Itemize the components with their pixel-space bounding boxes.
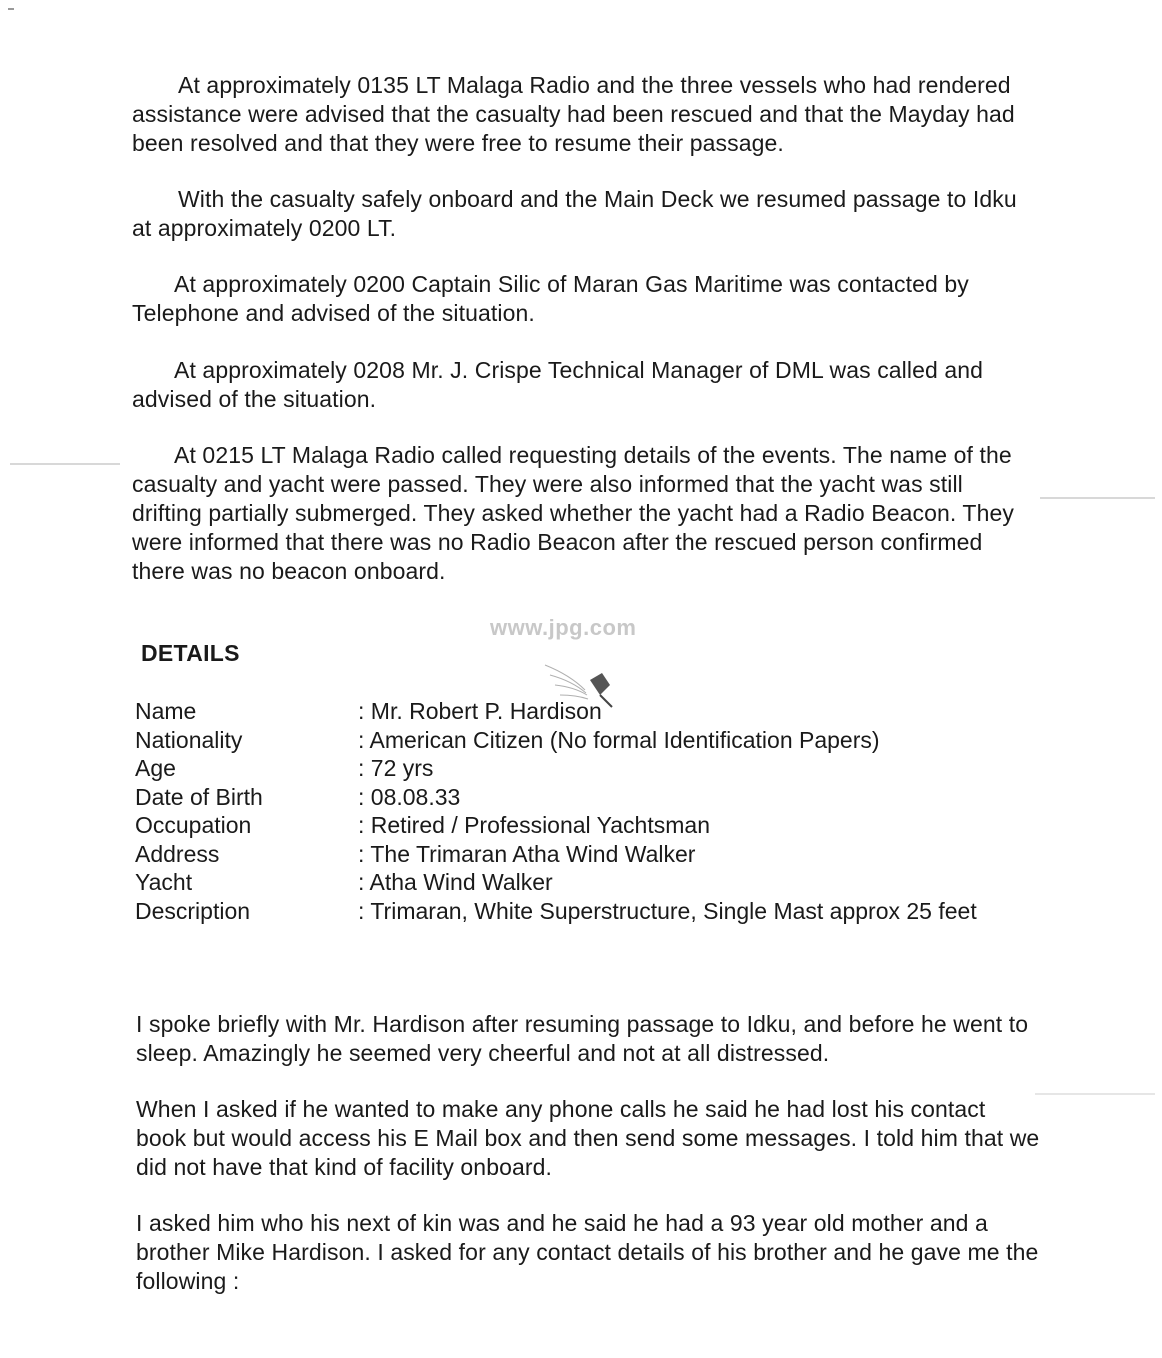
detail-label: Nationality [135, 726, 243, 753]
paragraph-phone-calls: When I asked if he wanted to make any phone calls he said he had lost his contact book but would access his E Mail box and then send some messages. I told him that we did not have that kind of facility onboard. [136, 1096, 1040, 1180]
detail-value: : Trimaran, White Superstructure, Single Mast approx 25 feet [358, 897, 977, 924]
detail-label: Address [135, 840, 220, 867]
detail-label: Name [135, 698, 197, 724]
paragraph-mayday-resolved: At approximately 0135 LT Malaga Radio and the three vessels who had rendered assistance were advised that the casualty had been rescued and that the Mayday had been resolved and that they were free to resume their passage. [132, 72, 1015, 156]
scan-artifact-line [1035, 1093, 1155, 1095]
detail-label: Description [135, 897, 251, 924]
watermark-text: www.jpg.com [490, 615, 637, 640]
paragraph-radio-details: At 0215 LT Malaga Radio called requesting details of the events. The name of the casualty and yacht were passed. They were also informed that the yacht was still drifting partially submerged. They asked whether the yacht had a Radio Beacon. They were informed that there was no Radio Beacon after the rescued person confirmed there was no beacon onboard. [132, 442, 1014, 584]
paragraph-next-of-kin: I asked him who his next of kin was and he said he had a 93 year old mother and a brother Mike Hardison. I asked for any contact details of his brother and he gave me the following : [136, 1210, 1039, 1294]
detail-value: : 72 yrs [358, 755, 434, 781]
detail-label: Occupation [135, 812, 252, 838]
detail-value: : American Citizen (No formal Identification Papers) [358, 726, 880, 753]
scan-artifact-line [1040, 497, 1155, 499]
paragraph-manager-called: At approximately 0208 Mr. J. Crispe Technical Manager of DML was called and advised of the situation. [132, 357, 984, 412]
detail-label: Yacht [135, 869, 193, 895]
detail-value: : Mr. Robert P. Hardison [358, 698, 602, 724]
detail-label: Date of Birth [135, 783, 263, 810]
paragraph-captain-contacted: At approximately 0200 Captain Silic of Maran Gas Maritime was contacted by Telephone and advised of the situation. [132, 271, 969, 326]
detail-value: : Atha Wind Walker [358, 869, 553, 895]
details-heading: DETAILS [141, 640, 240, 666]
detail-value: : 08.08.33 [358, 783, 461, 810]
detail-label: Age [135, 755, 176, 781]
paragraph-resumed-passage: With the casualty safely onboard and the Main Deck we resumed passage to Idku at approximately 0200 LT. [132, 186, 1017, 241]
scan-artifact-line [10, 463, 120, 465]
paragraph-spoke-briefly: I spoke briefly with Mr. Hardison after resuming passage to Idku, and before he went to sleep. Amazingly he seemed very cheerful and not at all distressed. [136, 1011, 1029, 1066]
scan-mark [8, 8, 14, 10]
detail-value: : Retired / Professional Yachtsman [358, 812, 710, 838]
detail-value: : The Trimaran Atha Wind Walker [358, 840, 696, 867]
